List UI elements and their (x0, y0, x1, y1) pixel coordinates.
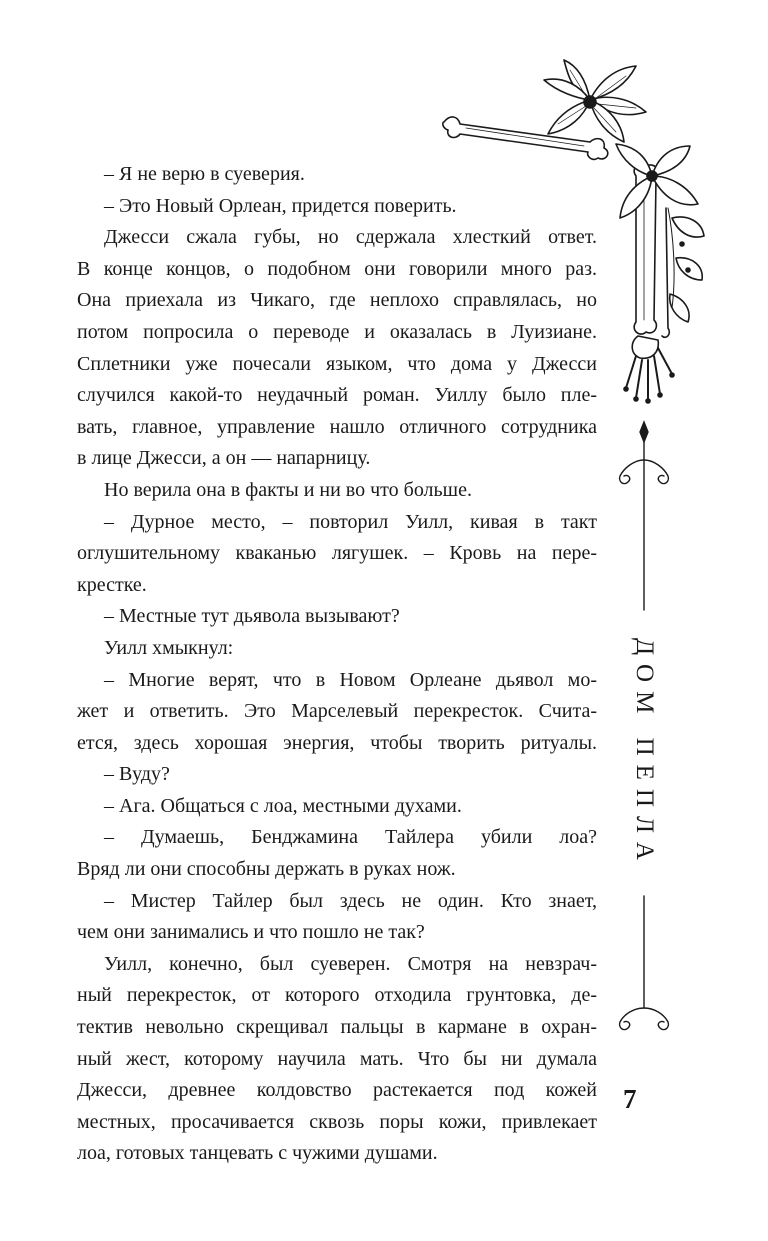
text-line: В конце концов, о подобном они говорили много раз. (77, 257, 597, 280)
text-line: ный жест, которому научила мать. Что бы ни думала (77, 1047, 597, 1070)
text-line: – Дурное место, – повторил Уилл, кивая в такт (104, 510, 597, 533)
page-text (77, 159, 597, 1170)
text-line: – Это Новый Орлеан, придется поверить. (104, 194, 457, 217)
text-line: Она приехала из Чикаго, где неплохо справлялась, но (77, 289, 597, 312)
text-line: тектив невольно скрещивал пальцы в кармане в охран- (77, 1016, 597, 1039)
text-line: Вряд ли они способны держать в руках нож. (77, 858, 456, 881)
text-line: – Местные тут дьявола вызывают? (104, 605, 400, 628)
text-line: – Мистер Тайлер был здесь не один. Кто знает, (104, 889, 597, 912)
text-line: в лице Джесси, а он — напарницу. (77, 447, 371, 470)
text-line: Джесси сжала губы, но сдержала хлесткий ответ. (104, 226, 597, 249)
text-line: ный перекресток, от которого отходила грунтовка, де- (77, 984, 597, 1007)
text-line: случился какой-то неудачный роман. Уиллу было пле- (77, 384, 597, 407)
text-line: Уилл, конечно, был суеверен. Смотря на невзрач- (104, 952, 597, 975)
text-line: лоа, готовых танцевать с чужими душами. (77, 1142, 438, 1165)
text-line: оглушительному кваканью лягушек. – Кровь на пере- (77, 542, 597, 565)
text-line: местных, просачивается сквозь поры кожи, привлекает (77, 1110, 597, 1133)
text-line: потом попросила о переводе и оказалась в Луизиане. (77, 320, 597, 343)
running-title (620, 612, 668, 894)
text-line: вать, главное, управление нашло отличного сотрудника (77, 415, 597, 438)
text-line: – Вуду? (104, 763, 170, 786)
text-line: Но верила она в факты и ни во что больше. (104, 478, 472, 501)
text-line: – Я не верю в суеверия. (104, 163, 305, 185)
text-line: Джесси, древнее колдовство растекается под кожей (77, 1079, 597, 1102)
running-title-text: ДОМ ПЕПЛА (631, 637, 658, 869)
text-line: крестке. (77, 573, 147, 596)
text-line: – Думаешь, Бенджамина Тайлера убили лоа? (104, 826, 597, 849)
text-line: Сплетники уже почесали языком, что дома у Джесси (77, 352, 597, 375)
text-line: чем они занимались и что пошло не так? (77, 921, 425, 944)
text-line: жет и ответить. Это Марселевый перекресток. Счита- (77, 700, 597, 723)
text-line: Уилл хмыкнул: (104, 636, 234, 659)
text-line: ется, здесь хорошая энергия, чтобы творить ритуалы. (77, 731, 597, 754)
page-number: 7 (623, 1084, 637, 1114)
text-line: – Многие верят, что в Новом Орлеане дьявол мо- (104, 668, 597, 691)
text-line: – Ага. Общаться с лоа, местными духами. (104, 794, 462, 817)
